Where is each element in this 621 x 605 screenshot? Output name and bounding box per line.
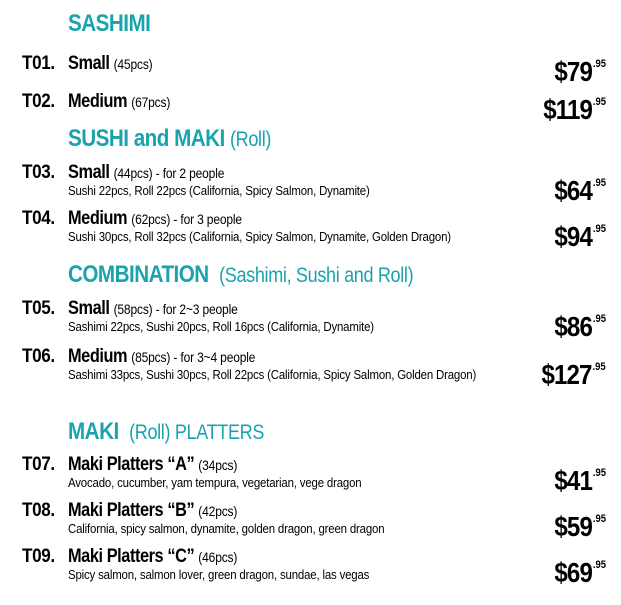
menu-item-t09: [22, 546, 612, 586]
item-price: [554, 168, 606, 206]
item-name-line: [68, 454, 237, 476]
item-name-line: [68, 162, 224, 184]
item-name: Medium: [68, 91, 128, 112]
item-price: [554, 504, 606, 542]
section-title-text: MAKI: [68, 418, 119, 445]
item-description: Sushi 22pcs, Roll 22pcs (California, Spicy Salmon, Dynamite): [68, 183, 370, 198]
item-name-line: [68, 346, 255, 368]
item-code: T06.: [22, 346, 55, 367]
item-name: Maki Platters “C”: [68, 546, 195, 567]
price-dollars: $94: [554, 221, 592, 252]
menu-item-t02: [22, 91, 612, 125]
item-name-line: [68, 53, 153, 75]
item-name: Medium: [68, 208, 128, 229]
item-detail: (42pcs): [198, 503, 238, 519]
item-price: [543, 87, 606, 125]
item-code: T05.: [22, 298, 55, 319]
section-title-sushi-and-maki: [68, 126, 271, 153]
menu-item-t05: [22, 298, 612, 342]
item-code: T02.: [22, 91, 55, 112]
item-detail: (34pcs): [198, 457, 238, 473]
item-code: T09.: [22, 546, 55, 567]
item-name-line: [68, 546, 237, 568]
item-name: Small: [68, 298, 110, 319]
item-name: Medium: [68, 346, 128, 367]
item-description: Sashimi 22pcs, Sushi 20pcs, Roll 16pcs (California, Dynamite): [68, 319, 374, 334]
item-detail: (67pcs): [131, 94, 171, 110]
item-description: Sashimi 33pcs, Sushi 30pcs, Roll 22pcs (California, Spicy Salmon, Golden Dragon): [68, 367, 477, 382]
menu-item-t04: [22, 208, 612, 252]
item-code: T07.: [22, 454, 55, 475]
price-cents: .95: [592, 313, 606, 325]
price-cents: .95: [592, 223, 606, 235]
item-name-line: [68, 298, 238, 320]
item-detail: (45pcs): [113, 56, 153, 72]
item-price: [554, 49, 606, 87]
section-title-maki-platters: [68, 419, 264, 446]
item-description: Spicy salmon, salmon lover, green dragon, sundae, las vegas: [68, 567, 370, 582]
item-name: Small: [68, 53, 110, 74]
item-price: [554, 458, 606, 496]
section-subtitle: (Roll) PLATTERS: [129, 421, 265, 444]
item-code: T01.: [22, 53, 55, 74]
item-name-line: [68, 500, 237, 522]
item-name-line: [68, 208, 242, 230]
price-dollars: $41: [554, 465, 592, 496]
price-cents: .95: [592, 96, 606, 108]
menu-item-t06: [22, 346, 612, 402]
item-detail: (58pcs) - for 2~3 people: [113, 301, 238, 317]
item-price: [554, 550, 606, 588]
item-detail: (62pcs) - for 3 people: [131, 211, 242, 227]
menu-item-t01: [22, 53, 612, 87]
item-detail: (85pcs) - for 3~4 people: [131, 349, 256, 365]
price-cents: .95: [592, 58, 606, 70]
price-dollars: $59: [554, 511, 592, 542]
item-description: Sushi 30pcs, Roll 32pcs (California, Spicy Salmon, Dynamite, Golden Dragon): [68, 229, 451, 244]
section-subtitle: (Roll): [229, 128, 272, 151]
section-title-text: COMBINATION: [68, 261, 209, 288]
price-cents: .95: [592, 559, 606, 571]
price-cents: .95: [592, 513, 606, 525]
section-title-text: SUSHI and MAKI: [68, 125, 225, 152]
price-dollars: $69: [554, 557, 592, 588]
price-dollars: $79: [554, 56, 592, 87]
item-price: [542, 352, 606, 390]
item-description: Avocado, cucumber, yam tempura, vegetarian, vege dragon: [68, 475, 362, 490]
price-dollars: $119: [543, 94, 592, 125]
item-price: [554, 214, 606, 252]
section-title-sashimi: [68, 11, 150, 37]
price-cents: .95: [592, 361, 606, 373]
item-price: [554, 304, 606, 342]
menu-item-t08: [22, 500, 612, 540]
item-code: T03.: [22, 162, 55, 183]
item-name: Maki Platters “A”: [68, 454, 195, 475]
item-description: California, spicy salmon, dynamite, golden dragon, green dragon: [68, 521, 385, 536]
price-cents: .95: [592, 467, 606, 479]
item-name: Maki Platters “B”: [68, 500, 195, 521]
menu-item-t07: [22, 454, 612, 494]
section-title-text: SASHIMI: [68, 10, 151, 37]
section-title-combination: [68, 262, 413, 289]
item-name: Small: [68, 162, 110, 183]
item-code: T08.: [22, 500, 55, 521]
item-detail: (46pcs): [198, 549, 238, 565]
section-subtitle: (Sashimi, Sushi and Roll): [219, 264, 414, 287]
price-dollars: $127: [541, 359, 592, 390]
price-dollars: $86: [554, 311, 592, 342]
menu-item-t03: [22, 162, 612, 206]
item-code: T04.: [22, 208, 55, 229]
item-detail: (44pcs) - for 2 people: [113, 165, 225, 181]
item-name-line: [68, 91, 170, 113]
price-dollars: $64: [554, 175, 592, 206]
price-cents: .95: [592, 177, 606, 189]
